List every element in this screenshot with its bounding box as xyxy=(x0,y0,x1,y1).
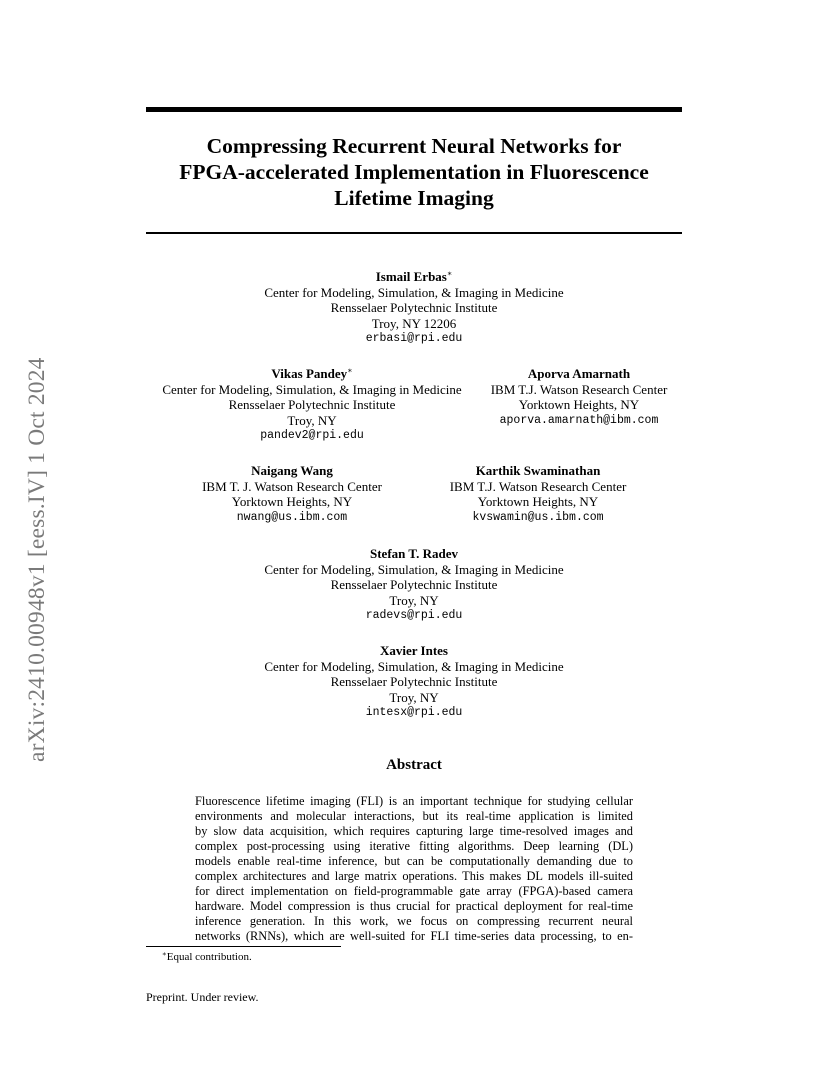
abstract-line: by slow data acquisition, which requires capturing large time-resolved images and xyxy=(195,824,633,838)
author-email: pandev2@rpi.edu xyxy=(260,429,364,442)
author-name: Ismail Erbas∗ xyxy=(375,269,453,284)
author-email: erbasi@rpi.edu xyxy=(365,332,463,345)
author-name: Stefan T. Radev xyxy=(370,546,458,561)
author-email: aporva.amarnath@ibm.com xyxy=(499,413,659,427)
title-line: Lifetime Imaging xyxy=(334,186,494,210)
author-affiliation-line: IBM T. J. Watson Research Center xyxy=(202,478,382,494)
title-bottom-rule xyxy=(146,232,682,234)
footnote-rule xyxy=(146,946,341,947)
author-affiliation-line: Yorktown Heights, NY xyxy=(518,397,640,412)
author-block xyxy=(192,463,392,525)
author-affiliation-line: Rensselaer Polytechnic Institute xyxy=(330,674,498,689)
author-block xyxy=(152,366,472,444)
author-affiliation-line: Troy, NY xyxy=(287,412,337,428)
abstract-line: for direct implementation on field-programmable gate array (FPGA)-based camera xyxy=(195,884,633,898)
author-name: Karthik Swaminathan xyxy=(475,463,601,478)
author-affiliation-line: Rensselaer Polytechnic Institute xyxy=(330,577,498,592)
author-email: kvswamin@us.ibm.com xyxy=(472,510,604,524)
author-affiliation-line: IBM T.J. Watson Research Center xyxy=(449,478,627,494)
author-affiliation-line: Center for Modeling, Simulation, & Imaging in Medicine xyxy=(264,561,564,577)
paper-title xyxy=(146,133,682,211)
title-line: FPGA-accelerated Implementation in Fluorescence xyxy=(179,160,649,184)
footnote xyxy=(162,950,252,963)
author-email: nwang@us.ibm.com xyxy=(236,510,348,524)
abstract-line: environments and molecular interactions, but its real-time application is limited xyxy=(195,809,633,823)
footnote-mark: ∗ xyxy=(162,950,167,958)
author-affiliation-line: Troy, NY xyxy=(389,592,439,608)
abstract-line: inference generation. In this work, we focus on compressing recurrent neural xyxy=(195,914,633,928)
abstract-body xyxy=(195,794,633,944)
author-affiliation-line: Rensselaer Polytechnic Institute xyxy=(330,300,498,315)
title-line: Compressing Recurrent Neural Networks for xyxy=(206,134,622,158)
author-affiliation-line: Center for Modeling, Simulation, & Imaging in Medicine xyxy=(264,658,564,674)
author-name: Vikas Pandey∗ xyxy=(271,366,353,381)
author-name: Naigang Wang xyxy=(251,463,333,478)
author-email: radevs@rpi.edu xyxy=(365,609,463,622)
title-top-rule xyxy=(146,107,682,112)
author-name: Xavier Intes xyxy=(379,643,448,658)
author-affiliation-line: Center for Modeling, Simulation, & Imaging in Medicine xyxy=(264,284,564,300)
arxiv-stamp-text: arXiv:2410.00948v1 [eess.IV] 1 Oct 2024 xyxy=(24,357,50,762)
abstract-heading: Abstract xyxy=(386,757,442,773)
author-affiliation-line: Center for Modeling, Simulation, & Imaging in Medicine xyxy=(162,381,462,397)
author-affiliation-line: Yorktown Heights, NY xyxy=(231,494,353,509)
abstract-line: networks (RNNs), which are well-suited for FLI time-series data processing, to en- xyxy=(195,929,633,943)
author-affiliation-line: Yorktown Heights, NY xyxy=(477,494,599,509)
author-email: intesx@rpi.edu xyxy=(365,706,463,719)
author-block xyxy=(214,643,614,721)
preprint-note: Preprint. Under review. xyxy=(146,990,259,1004)
footnote-text: Equal contribution. xyxy=(166,951,252,963)
author-block xyxy=(480,366,678,428)
abstract-line: models enable real-time inference, but can be computationally demanding due to xyxy=(195,854,633,868)
author-block xyxy=(214,546,614,624)
abstract-line: complex architectures and large matrix operations. This makes DL models ill-suited xyxy=(195,869,633,883)
abstract-line: complex post-processing using iterative fitting algorithms. Deep learning (DL) xyxy=(195,839,633,853)
abstract-line: Fluorescence lifetime imaging (FLI) is an important technique for studying cellular xyxy=(195,794,633,808)
author-name: Aporva Amarnath xyxy=(527,366,631,381)
author-affiliation-line: Troy, NY xyxy=(389,689,439,705)
author-affiliation-line: Troy, NY 12206 xyxy=(371,315,457,331)
arxiv-identifier-stamp xyxy=(24,292,48,762)
abstract-line: hardware. Model compression is thus crucial for practical deployment for real-time xyxy=(195,899,633,913)
author-block xyxy=(438,463,638,525)
author-affiliation-line: Rensselaer Polytechnic Institute xyxy=(228,397,396,412)
author-block xyxy=(214,269,614,347)
author-affiliation-line: IBM T.J. Watson Research Center xyxy=(490,381,668,397)
